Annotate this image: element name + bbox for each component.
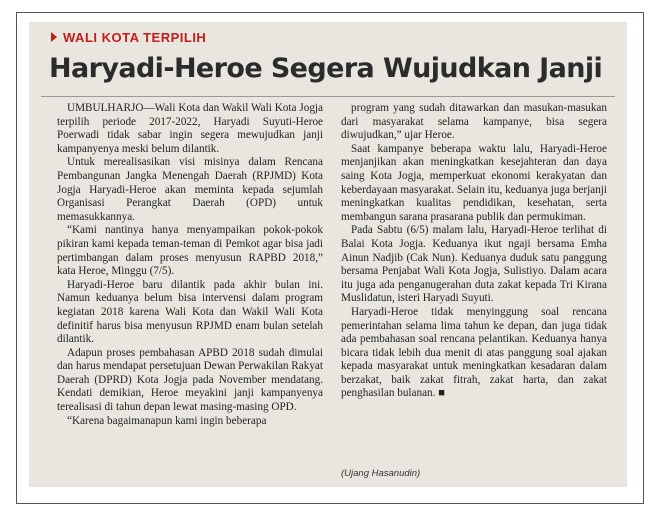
end-mark-icon: ■ [438, 387, 446, 400]
paragraph-last [341, 306, 607, 401]
article-column-left [57, 102, 323, 428]
article-column-right [341, 102, 607, 401]
paragraph: Saat kampanye beberapa waktu lalu, Haryadi-Heroe menjanjikan akan meningkatkan kesejahteran dan daya saing Kota Jogja, memperkuat ekonomi kerakyatan dan keberdayaan masyarakat. Selain itu, keduanya juga berjanji meningkatkan kualitas pendidikan, kesehatan, serta membangun sarana prasarana publik dan permukiman. [341, 142, 607, 223]
headline-divider [41, 96, 615, 97]
newspaper-clipping [29, 22, 627, 487]
paragraph: UMBULHARJO—Wali Kota dan Wakil Wali Kota Jogja terpilih periode 2017-2022, Haryadi Suyuti-Heroe Poerwadi tidak sabar ingin segera mewujudkan janji kampanyenya meski belum dilantik. [57, 102, 323, 155]
paragraph: program yang sudah ditawarkan dan masukan-masukan dari masyarakat selama kampanye, bisa segera diwujudkan,” ujar Heroe. [341, 102, 607, 142]
paragraph: “Kami nantinya hanya menyampaikan pokok-pokok pikiran kami kepada teman-teman di Pemkot agar bisa jadi pertimbangan dalam proses menyusun RAPBD 2018,” kata Heroe, Minggu (7/5). [57, 224, 323, 278]
section-kicker [51, 28, 206, 46]
paragraph: Untuk merealisasikan visi misinya dalam Rencana Pembangunan Jangka Menengah Daerah (RPJMD) Kota Jogja Haryadi-Heroe akan meminta kepada sejumlah Organisasi Perangkat Daerah (OPD) untuk memasukkannya. [57, 156, 323, 223]
paragraph-text: Haryadi-Heroe tidak menyinggung soal rencana pemerintahan selama lima tahun ke depan, dan juga tidak ada pembahasan soal rencana pelantikan. Keduanya hanya bicara tidak lebih dua menit di atas panggung soal ajakan kepada masyarakat untuk meningkatkan kesadaran dalam berzakat, baik zakat fitrah, zakat harta, dan zakat penghasilan bulanan. [341, 305, 607, 400]
byline: (Ujang Hasanudin) [341, 468, 421, 479]
paragraph: Haryadi-Heroe baru dilantik pada akhir bulan ini. Namun keduanya belum bisa intervensi dalam program kegiatan 2018 karena Wali Kota dan Wakil Wali Kota definitif harus bisa menyusun RPJMD enam bulan setelah dilantik. [57, 278, 323, 346]
paragraph: Pada Sabtu (6/5) malam lalu, Haryadi-Heroe terlihat di Balai Kota Jogja. Keduanya ikut ngaji bersama Emha Ainun Nadjib (Cak Nun). Keduanya duduk satu panggung bersama Penjabat Wali Kota Jogja, Sulistiyo. Dalam acara itu juga ada penganugerahan duta zakat kepada Tri Kirana Muslidatun, isteri Haryadi Suyuti. [341, 224, 607, 305]
paragraph: Adapun proses pembahasan APBD 2018 sudah dimulai dan harus mendapat persetujuan Dewan Perwakilan Rakyat Daerah (DPRD) Kota Jogja pada November mendatang. Kendati demikian, Heroe meyakini janji kampanyenya terealisasi di tahun depan lewat masing-masing OPD. [57, 346, 323, 414]
kicker-label: WALI KOTA TERPILIH [63, 29, 207, 45]
paragraph: “Karena bagaimanapun kami ingin beberapa [67, 414, 267, 427]
headline: Haryadi-Heroe Segera Wujudkan Janji [49, 53, 603, 84]
triangle-arrow-icon [51, 32, 57, 42]
